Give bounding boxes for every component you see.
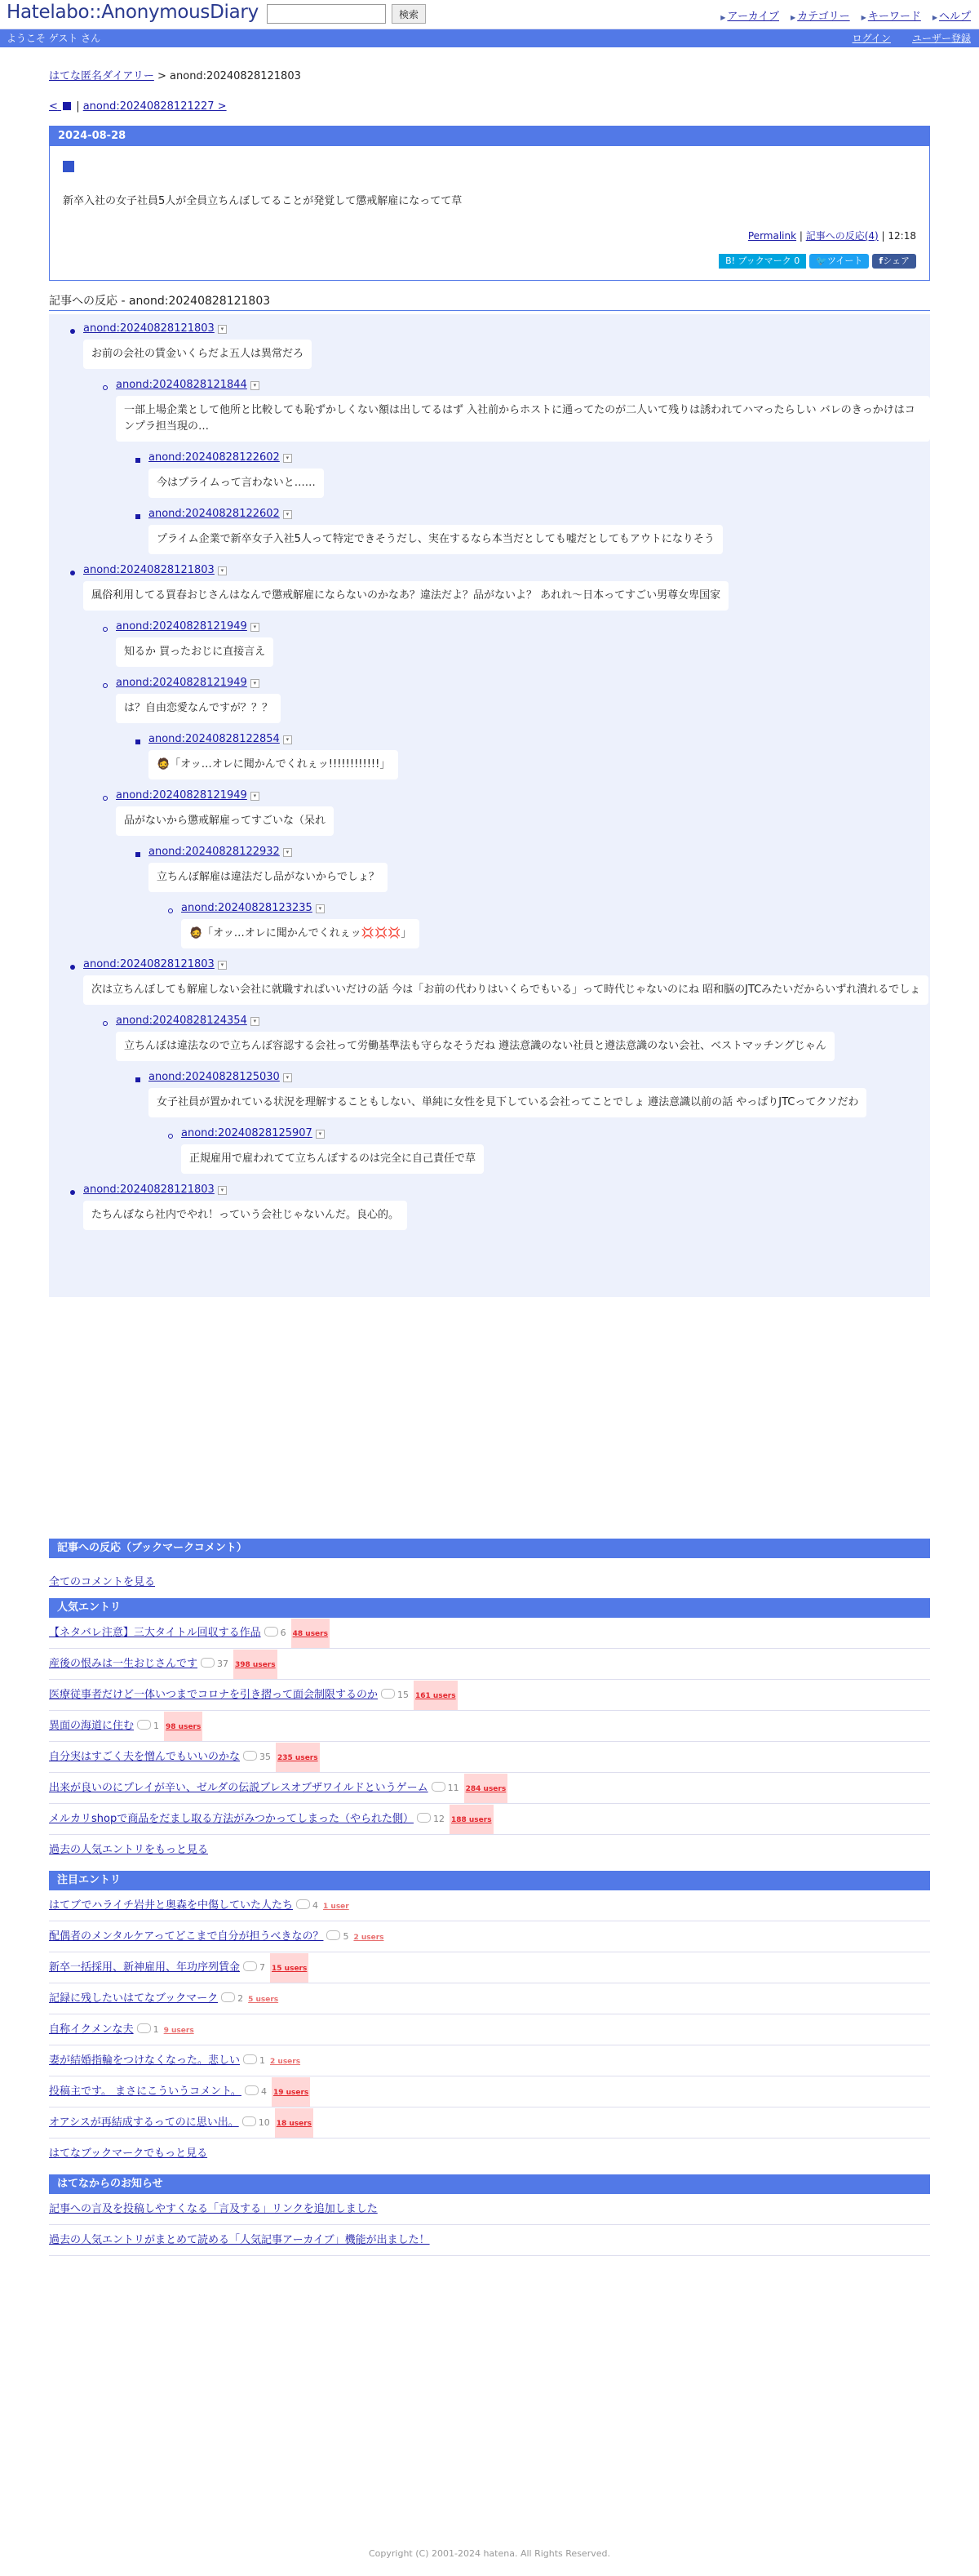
reaction-text: 女子社員が置かれている状況を理解することもしない、単純に女性を見下している会社ってことでしょ 遵法意識以前の話 やっぱりJTCってクソだわ — [148, 1088, 866, 1117]
reaction-text: 立ちんぼ解雇は違法だし品がないからでしょ？ — [148, 863, 388, 892]
bookmark-users-badge[interactable]: 188 users — [450, 1805, 494, 1835]
nav-help[interactable]: ▶ ヘルプ — [932, 11, 971, 23]
welcome-text: ようこそ ゲスト さん — [7, 33, 101, 44]
news-item — [49, 2225, 930, 2256]
prev-arrow: < — [49, 100, 58, 113]
reaction-link[interactable]: anond:20240828121803 — [83, 564, 215, 576]
news-heading: はてなからのお知らせ — [49, 2174, 930, 2194]
thread-item — [116, 620, 930, 667]
entry-link[interactable]: 出来が良いのにプレイが辛い、ゼルダの伝説ブレスオブザワイルドというゲーム — [49, 1782, 428, 1794]
entry-row — [49, 2107, 930, 2139]
bookmark-users-badge[interactable]: 235 users — [276, 1743, 320, 1773]
thread-item — [148, 451, 930, 498]
comment-count: 1 — [243, 2045, 265, 2076]
thread-item — [116, 789, 930, 836]
reaction-text: お前の会社の賃金いくらだよ五人は異常だろ — [83, 340, 312, 369]
entry-row — [49, 1804, 930, 1835]
bullet-icon — [168, 908, 173, 913]
entry-row — [49, 1742, 930, 1773]
reaction-text: は？自由恋愛なんですが？？？ — [116, 694, 281, 723]
comment-count: 12 — [417, 1804, 445, 1835]
facebook-icon: f — [879, 255, 884, 266]
hatena-bookmark-button[interactable]: B! ブックマーク 0 — [719, 254, 806, 269]
comment-count: 1 — [137, 1711, 159, 1742]
entry-row — [49, 1952, 930, 1983]
bullet-icon — [135, 739, 140, 744]
entry-row — [49, 1921, 930, 1952]
square-icon — [63, 102, 71, 110]
entry-link[interactable]: オアシスが再結成するってのに思い出。 — [49, 2116, 239, 2129]
comment-count: 35 — [243, 1742, 271, 1773]
comment-count: 1 — [137, 2014, 159, 2045]
reaction-link[interactable]: anond:20240828123235 — [181, 902, 312, 914]
breadcrumb-separator: > — [157, 70, 166, 82]
comment-count: 6 — [264, 1618, 286, 1649]
news-link[interactable]: 過去の人気エントリがまとめて読める「人気記事アーカイブ」機能が出ました！ — [49, 2234, 430, 2246]
entry-row — [49, 2076, 930, 2107]
thread-item — [148, 1071, 930, 1117]
entry-link[interactable]: 医療従事者だけど一体いつまでコロナを引き摺って面会制限するのか — [49, 1689, 379, 1701]
tweet-label: ツイート — [826, 255, 863, 266]
bookmark-users-badge[interactable]: 1 user — [323, 1903, 349, 1911]
bullet-icon — [135, 1077, 140, 1082]
entry-row — [49, 1983, 930, 2014]
expand-toggle-icon[interactable]: ▾ — [316, 1130, 325, 1139]
expand-toggle-icon[interactable]: ▾ — [250, 623, 259, 632]
reaction-text: 次は立ちんぼしても解雇しない会社に就職すればいいだけの話 今は「お前の代わりはいくらでもいる」って時代じゃないのにね 昭和脳のJTCみたいだからいずれ潰れるでしょ — [83, 975, 928, 1005]
thread-item — [148, 846, 930, 892]
bullet-icon — [103, 1021, 108, 1026]
reaction-link[interactable]: anond:20240828125030 — [148, 1071, 280, 1083]
permalink-link[interactable]: Permalink — [747, 230, 797, 242]
bullet-icon — [103, 683, 108, 688]
entry-link[interactable]: 妻が結婚指輪をつけなくなった。悲しい — [49, 2054, 241, 2067]
reaction-link[interactable]: anond:20240828124354 — [116, 1015, 247, 1027]
thread-item — [181, 902, 930, 948]
entry-link[interactable]: メルカリshopで商品をだまし取る方法がみつかってしまった（やられた側） — [49, 1813, 414, 1825]
comment-count: 7 — [243, 1952, 265, 1983]
bookmark-users-badge[interactable]: 2 users — [270, 2058, 301, 2066]
entry-date: 2024-08-28 — [50, 127, 929, 146]
reaction-text: 品がないから懲戒解雇ってすごいな（呆れ — [116, 806, 334, 836]
reaction-text: 風俗利用してる買春おじさんはなんで懲戒解雇にならないのかなあ？違法だよ？品がないよ？ あれれ〜日本ってすごい男尊女卑国家 — [83, 581, 729, 611]
thread-item — [181, 1127, 930, 1174]
reaction-link[interactable]: anond:20240828121803 — [83, 1184, 215, 1196]
expand-toggle-icon[interactable]: ▾ — [218, 1186, 227, 1195]
reaction-link[interactable]: anond:20240828121949 — [116, 620, 247, 633]
entry-row — [49, 1649, 930, 1680]
entry-link[interactable]: 投稿主です。 まさにこういうコメント。 — [49, 2085, 241, 2098]
reaction-text: 今はプライムって言わないと…… — [148, 469, 324, 498]
expand-toggle-icon[interactable]: ▾ — [250, 381, 259, 390]
bookmark-users-badge[interactable]: 161 users — [414, 1681, 458, 1711]
reaction-link[interactable]: anond:20240828125907 — [181, 1127, 312, 1139]
thread-item — [83, 564, 930, 611]
reaction-thread — [49, 314, 930, 1297]
bullet-icon — [168, 1134, 173, 1139]
expand-toggle-icon[interactable]: ▾ — [316, 904, 325, 913]
reaction-link[interactable]: anond:20240828121949 — [116, 677, 247, 689]
reaction-link[interactable]: anond:20240828122932 — [148, 846, 280, 858]
reactions-heading: 記事への反応 - anond:20240828121803 — [49, 292, 930, 311]
thread-item — [83, 322, 930, 369]
reaction-text: 🧔「オッ…オレに聞かんでくれぇッ!!!!!!!!!!!!」 — [148, 750, 398, 779]
bullet-icon — [70, 1190, 75, 1195]
reaction-link[interactable]: anond:20240828121803 — [83, 322, 215, 335]
featured-heading: 注目エントリ — [49, 1871, 930, 1890]
comment-count: 4 — [296, 1890, 318, 1921]
reaction-text: 正規雇用で雇われてて立ちんぼするのは完全に自己責任で草 — [181, 1144, 484, 1174]
expand-toggle-icon[interactable]: ▾ — [250, 792, 259, 801]
popular-heading: 人気エントリ — [49, 1598, 930, 1618]
comment-count: 15 — [381, 1680, 409, 1711]
news-link[interactable]: 記事への言及を投稿しやすくなる「言及する」リンクを追加しました — [49, 2203, 378, 2215]
twitter-icon: 🐦 — [816, 255, 827, 266]
thread-item — [83, 1184, 930, 1230]
comment-count: 11 — [432, 1773, 459, 1804]
thread-item — [148, 733, 930, 779]
entry-link[interactable]: 異面の海道に住む — [49, 1720, 135, 1732]
reaction-link[interactable]: anond:20240828121949 — [116, 789, 247, 802]
entry-link[interactable]: 記録に残したいはてなブックマーク — [49, 1992, 219, 2005]
entry-row — [49, 1618, 930, 1649]
reaction-text: たちんぼなら社内でやれ！っていう会社じゃないんだ。良心的。 — [83, 1201, 407, 1230]
news-item — [49, 2194, 930, 2225]
expand-toggle-icon[interactable]: ▾ — [250, 1017, 259, 1026]
expand-toggle-icon[interactable]: ▾ — [283, 735, 292, 744]
entry-row — [49, 1890, 930, 1921]
facebook-share-button[interactable] — [872, 254, 916, 269]
reaction-text: 🧔「オッ…オレに聞かんでくれぇッ💢💢💢」 — [181, 919, 419, 948]
comment-count: 4 — [245, 2076, 267, 2107]
expand-toggle-icon[interactable]: ▾ — [283, 1073, 292, 1082]
thread-item — [116, 1015, 930, 1061]
bookmark-users-badge[interactable]: 398 users — [233, 1650, 277, 1680]
bookmark-users-badge[interactable]: 15 users — [270, 1953, 308, 1983]
entry-body: 新卒入社の女子社員5人が全員立ちんぼしてることが発覚して懲戒解雇になってて草 — [63, 195, 463, 207]
entry-footer: Permalink | 記事への反応(4) | 12:18 — [747, 230, 916, 242]
bookmark-users-badge[interactable]: 19 users — [272, 2077, 310, 2107]
reaction-text: 一部上場企業として他所と比較しても恥ずかしくない額は出してるはず 入社前からホストに通ってたのが二人いて残りは誘われてハマったらしい バレのきっかけはコンプラ担当現の… — [116, 396, 930, 442]
expand-toggle-icon[interactable]: ▾ — [283, 510, 292, 519]
featured-more-link[interactable]: はてなブックマークでもっと見る — [49, 2147, 208, 2160]
site-logo[interactable]: Hatelabo::AnonymousDiary — [7, 2, 259, 23]
entry-link[interactable]: 配偶者のメンタルケアってどこまで自分が担うべきなの？ — [49, 1930, 324, 1943]
bullet-icon — [103, 796, 108, 801]
reaction-link[interactable]: anond:20240828121803 — [83, 958, 215, 970]
copyright: Copyright (C) 2001-2024 hatena. All Rights Reserved. — [369, 2548, 610, 2559]
expand-toggle-icon[interactable]: ▾ — [283, 454, 292, 463]
bookmark-users-badge[interactable]: 284 users — [464, 1774, 508, 1804]
comment-count: 5 — [326, 1921, 348, 1952]
entry-link[interactable]: 【ネタバレ注意】三大タイトル回収する作品 — [49, 1627, 261, 1639]
thread-item — [83, 958, 930, 1005]
search-button[interactable]: 検索 — [392, 4, 426, 24]
entry-title-square-icon[interactable] — [63, 161, 74, 172]
bullet-icon — [103, 627, 108, 632]
main-content — [49, 47, 930, 2256]
comment-count: 10 — [242, 2107, 270, 2139]
reaction-link[interactable]: anond:20240828122602 — [148, 451, 280, 464]
entry-row — [49, 1711, 930, 1742]
popular-more-link[interactable]: 過去の人気エントリをもっと見る — [49, 1844, 209, 1856]
entry-link[interactable]: 自称イクメンな夫 — [49, 2023, 134, 2036]
bullet-icon — [70, 965, 75, 970]
nav-category[interactable]: ▶ カテゴリー — [791, 11, 850, 23]
bookmark-users-badge[interactable]: 98 users — [164, 1712, 202, 1742]
top-nav — [709, 7, 971, 23]
expand-toggle-icon[interactable]: ▾ — [218, 566, 227, 575]
breadcrumb — [49, 67, 930, 82]
reaction-link[interactable]: anond:20240828121844 — [116, 379, 247, 391]
comment-count: 2 — [221, 1983, 243, 2014]
bullet-icon — [103, 385, 108, 390]
reactions-link[interactable]: 記事への反応(4) — [805, 230, 879, 242]
share-buttons — [63, 254, 916, 269]
bookmark-comments-heading: 記事への反応（ブックマークコメント） — [49, 1539, 930, 1558]
entry-row — [49, 1773, 930, 1804]
featured-list — [49, 1890, 930, 2139]
entry-pager — [49, 100, 930, 113]
thread-item — [148, 508, 930, 554]
entry-row — [49, 2045, 930, 2076]
entry-row — [49, 1680, 930, 1711]
nav-keyword[interactable]: ▶ キーワード — [862, 11, 921, 23]
register-link[interactable]: ユーザー登録 — [911, 33, 971, 44]
pager-separator: | — [76, 100, 80, 113]
bookmark-users-badge[interactable]: 48 users — [291, 1619, 330, 1649]
search-input[interactable] — [267, 4, 386, 24]
bullet-icon — [70, 329, 75, 334]
entry-box — [49, 126, 930, 281]
entry-row — [49, 2014, 930, 2045]
entry-link[interactable]: 自分実はすごく夫を憎んでもいいのかな — [49, 1751, 241, 1763]
reaction-text: 立ちんぼは違法なので立ちんぼ容認する会社って労働基準法も守らなそうだね 遵法意識のない社員と遵法意識のない会社、ベストマッチングじゃん — [116, 1032, 835, 1061]
facebook-label: シェア — [883, 255, 910, 266]
bullet-icon — [70, 571, 75, 575]
tweet-button[interactable] — [809, 254, 869, 269]
expand-toggle-icon[interactable]: ▾ — [283, 848, 292, 857]
prev-entry-link[interactable] — [49, 100, 73, 113]
bullet-icon — [135, 852, 140, 857]
bookmark-users-badge[interactable]: 5 users — [248, 1996, 279, 2004]
site-header — [0, 0, 979, 29]
popular-list — [49, 1618, 930, 1835]
user-bar — [0, 29, 979, 47]
expand-toggle-icon[interactable]: ▾ — [250, 679, 259, 688]
entry-link[interactable]: はてブでハライチ岩井と奥森を中傷していた人たち — [49, 1899, 294, 1912]
next-entry-link[interactable]: anond:20240828121227 > — [82, 100, 227, 113]
nav-archive[interactable]: ▶ アーカイブ — [720, 11, 779, 23]
thread-item — [116, 677, 930, 723]
all-comments-link[interactable]: 全てのコメントを見る — [49, 1576, 156, 1588]
reaction-link[interactable]: anond:20240828122854 — [148, 733, 280, 745]
reaction-text: 知るか 買ったおじに直接言え — [116, 637, 273, 667]
reaction-link[interactable]: anond:20240828122602 — [148, 508, 280, 520]
login-link[interactable]: ログイン — [852, 33, 891, 44]
entry-link[interactable]: 新卒一括採用、新神雇用、年功序列賃金 — [49, 1961, 241, 1974]
reaction-text: プライム企業で新卒女子入社5人って特定できそうだし、実在するなら本当だとしても嘘だとしてもアウトになりそう — [148, 525, 723, 554]
news-list — [49, 2194, 930, 2256]
bullet-icon — [135, 514, 140, 519]
bullet-icon — [135, 458, 140, 463]
thread-item — [116, 379, 930, 442]
bookmark-users-badge[interactable]: 2 users — [353, 1934, 384, 1942]
expand-toggle-icon[interactable]: ▾ — [218, 961, 227, 970]
bookmark-users-badge[interactable]: 9 users — [163, 2027, 194, 2035]
entry-link[interactable]: 産後の恨みは一生おじさんです — [49, 1658, 198, 1670]
comment-count: 37 — [201, 1649, 228, 1680]
expand-toggle-icon[interactable]: ▾ — [218, 325, 227, 334]
entry-time: 12:18 — [888, 230, 916, 242]
bookmark-users-badge[interactable]: 18 users — [275, 2108, 313, 2139]
breadcrumb-root[interactable]: はてな匿名ダイアリー — [49, 70, 154, 82]
breadcrumb-current: anond:20240828121803 — [170, 70, 301, 82]
